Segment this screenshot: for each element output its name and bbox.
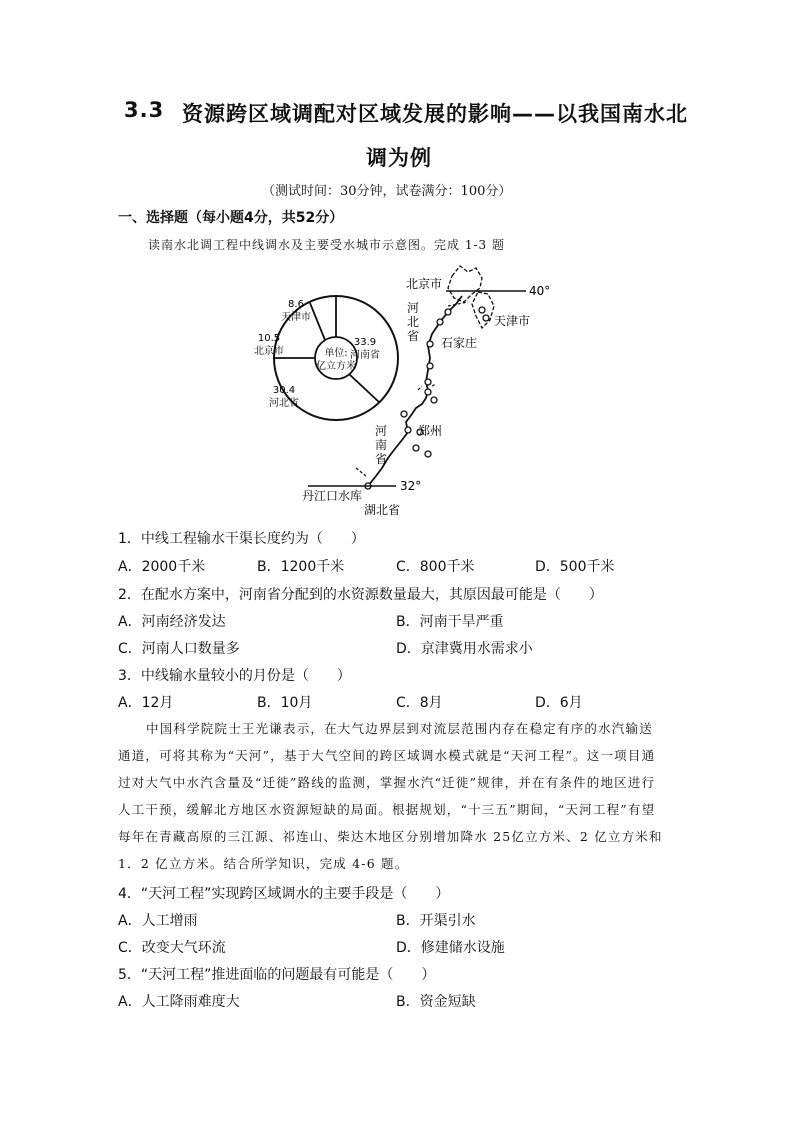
- pie-value-beijing: 10.5: [257, 333, 281, 344]
- question-2-option-c[interactable]: C．河南人口数量多: [118, 641, 240, 657]
- question-2-option-d[interactable]: D．京津冀用水需求小: [396, 641, 533, 657]
- shijiazhuang-label: 石家庄: [441, 336, 478, 350]
- title-line2: 调为例: [366, 146, 432, 170]
- passage-line-1: 中国科学院院士王光谦表示，在大气边界层到对流层范围内存在稳定有序的水汽输送: [146, 721, 653, 736]
- passage-line-4: 人工干预，缓解北方地区水资源短缺的局面。根据规划，“十三五”期间，“天河工程”有望: [118, 802, 656, 817]
- pie-label-hebei: 河北省: [269, 398, 299, 409]
- pie-value-henan: 33.9: [353, 337, 377, 348]
- hebei-label-1: 河: [407, 301, 420, 315]
- passage-line-5: 每年在青藏高原的三江源、祁连山、柴达木地区分别增加降水 25亿立方米、2 亿立方米和: [118, 829, 663, 844]
- pie-center-label-1: 单位:: [324, 348, 348, 359]
- question-3-option-a[interactable]: A．12月: [118, 695, 174, 711]
- question-1-option-a[interactable]: A．2000千米: [118, 559, 206, 575]
- question-5-stem: 5．“天河工程”推进面临的问题最有可能是（ ）: [118, 967, 436, 983]
- question-3-option-b[interactable]: B．10月: [257, 695, 313, 711]
- hebei-label-3: 省: [407, 329, 420, 343]
- question-4-option-c[interactable]: C．改变大气环流: [118, 940, 226, 956]
- passage-line-3: 过对大气中水汽含量及“迁徙”路线的监测，掌握水汽“迁徙”规律，并在有条件的地区进行: [118, 775, 656, 790]
- question-1-option-c[interactable]: C．800千米: [396, 559, 475, 575]
- question-1-option-d[interactable]: D．500千米: [535, 559, 615, 575]
- question-1-stem: 1．中线工程输水干渠长度约为（ ）: [118, 531, 365, 547]
- question-3-option-c[interactable]: C．8月: [396, 695, 443, 711]
- title-line1: 资源跨区域调配对区域发展的影响——以我国南水北: [182, 102, 688, 126]
- pie-label-tianjin: 天津市: [281, 312, 311, 323]
- question-2-option-b[interactable]: B．河南干旱严重: [396, 614, 504, 630]
- question-2-option-a[interactable]: A．河南经济发达: [118, 614, 226, 630]
- henan-label-3: 省: [375, 452, 388, 466]
- figure-intro: 读南水北调工程中线调水及主要受水城市示意图。完成 1-3 题: [148, 238, 505, 252]
- beijing-boundary: [448, 266, 482, 302]
- danjiangkou-label: 丹江口水库: [302, 489, 363, 503]
- title-number: 3.3: [124, 98, 165, 122]
- hebei-label-2: 北: [407, 315, 420, 329]
- passage-line-6: 1．2 亿立方米。结合所学知识，完成 4-6 题。: [118, 856, 409, 871]
- south-north-water-figure: [236, 258, 576, 528]
- question-5-option-a[interactable]: A．人工降雨难度大: [118, 994, 240, 1010]
- question-1-option-b[interactable]: B．1200千米: [257, 559, 345, 575]
- pie-label-henan: 河南省: [350, 350, 380, 361]
- passage-line-2: 通道，可将其称为“天河”，基于大气空间的跨区域调水模式就是“天河工程”。这一项目通: [118, 748, 656, 763]
- latitude-40-label: 40°: [529, 284, 551, 298]
- test-info: （测试时间：30分钟，试卷满分：100分）: [262, 184, 512, 199]
- question-4-option-a[interactable]: A．人工增雨: [118, 913, 198, 929]
- hubei-label: 湖北省: [364, 503, 401, 517]
- pie-label-beijing: 北京市: [254, 346, 284, 357]
- question-4-option-b[interactable]: B．开渠引水: [396, 913, 476, 929]
- question-5-option-b[interactable]: B．资金短缺: [396, 994, 476, 1010]
- pie-value-tianjin: 8.6: [288, 299, 304, 310]
- question-4-option-d[interactable]: D．修建储水设施: [396, 940, 505, 956]
- pie-value-hebei: 30.4: [272, 385, 296, 396]
- question-2-stem: 2．在配水方案中，河南省分配到的水资源数量最大，其原因最可能是（ ）: [118, 587, 603, 603]
- route-map: [302, 266, 550, 517]
- pie-center-label-2: 亿立方米: [316, 361, 356, 372]
- question-3-option-d[interactable]: D．6月: [535, 695, 583, 711]
- question-3-stem: 3．中线输水量较小的月份是（ ）: [118, 668, 351, 684]
- latitude-32-label: 32°: [400, 479, 422, 493]
- question-4-stem: 4．“天河工程”实现跨区域调水的主要手段是（ ）: [118, 886, 450, 902]
- section-heading: 一、选择题（每小题4分，共52分）: [118, 210, 344, 226]
- tianjin-label: 天津市: [494, 314, 531, 328]
- beijing-label: 北京市: [406, 277, 443, 291]
- water-allocation-pie: [254, 296, 398, 420]
- henan-label-2: 南: [375, 438, 388, 452]
- henan-label-1: 河: [375, 424, 388, 438]
- zhengzhou-label: 郑州: [418, 424, 443, 438]
